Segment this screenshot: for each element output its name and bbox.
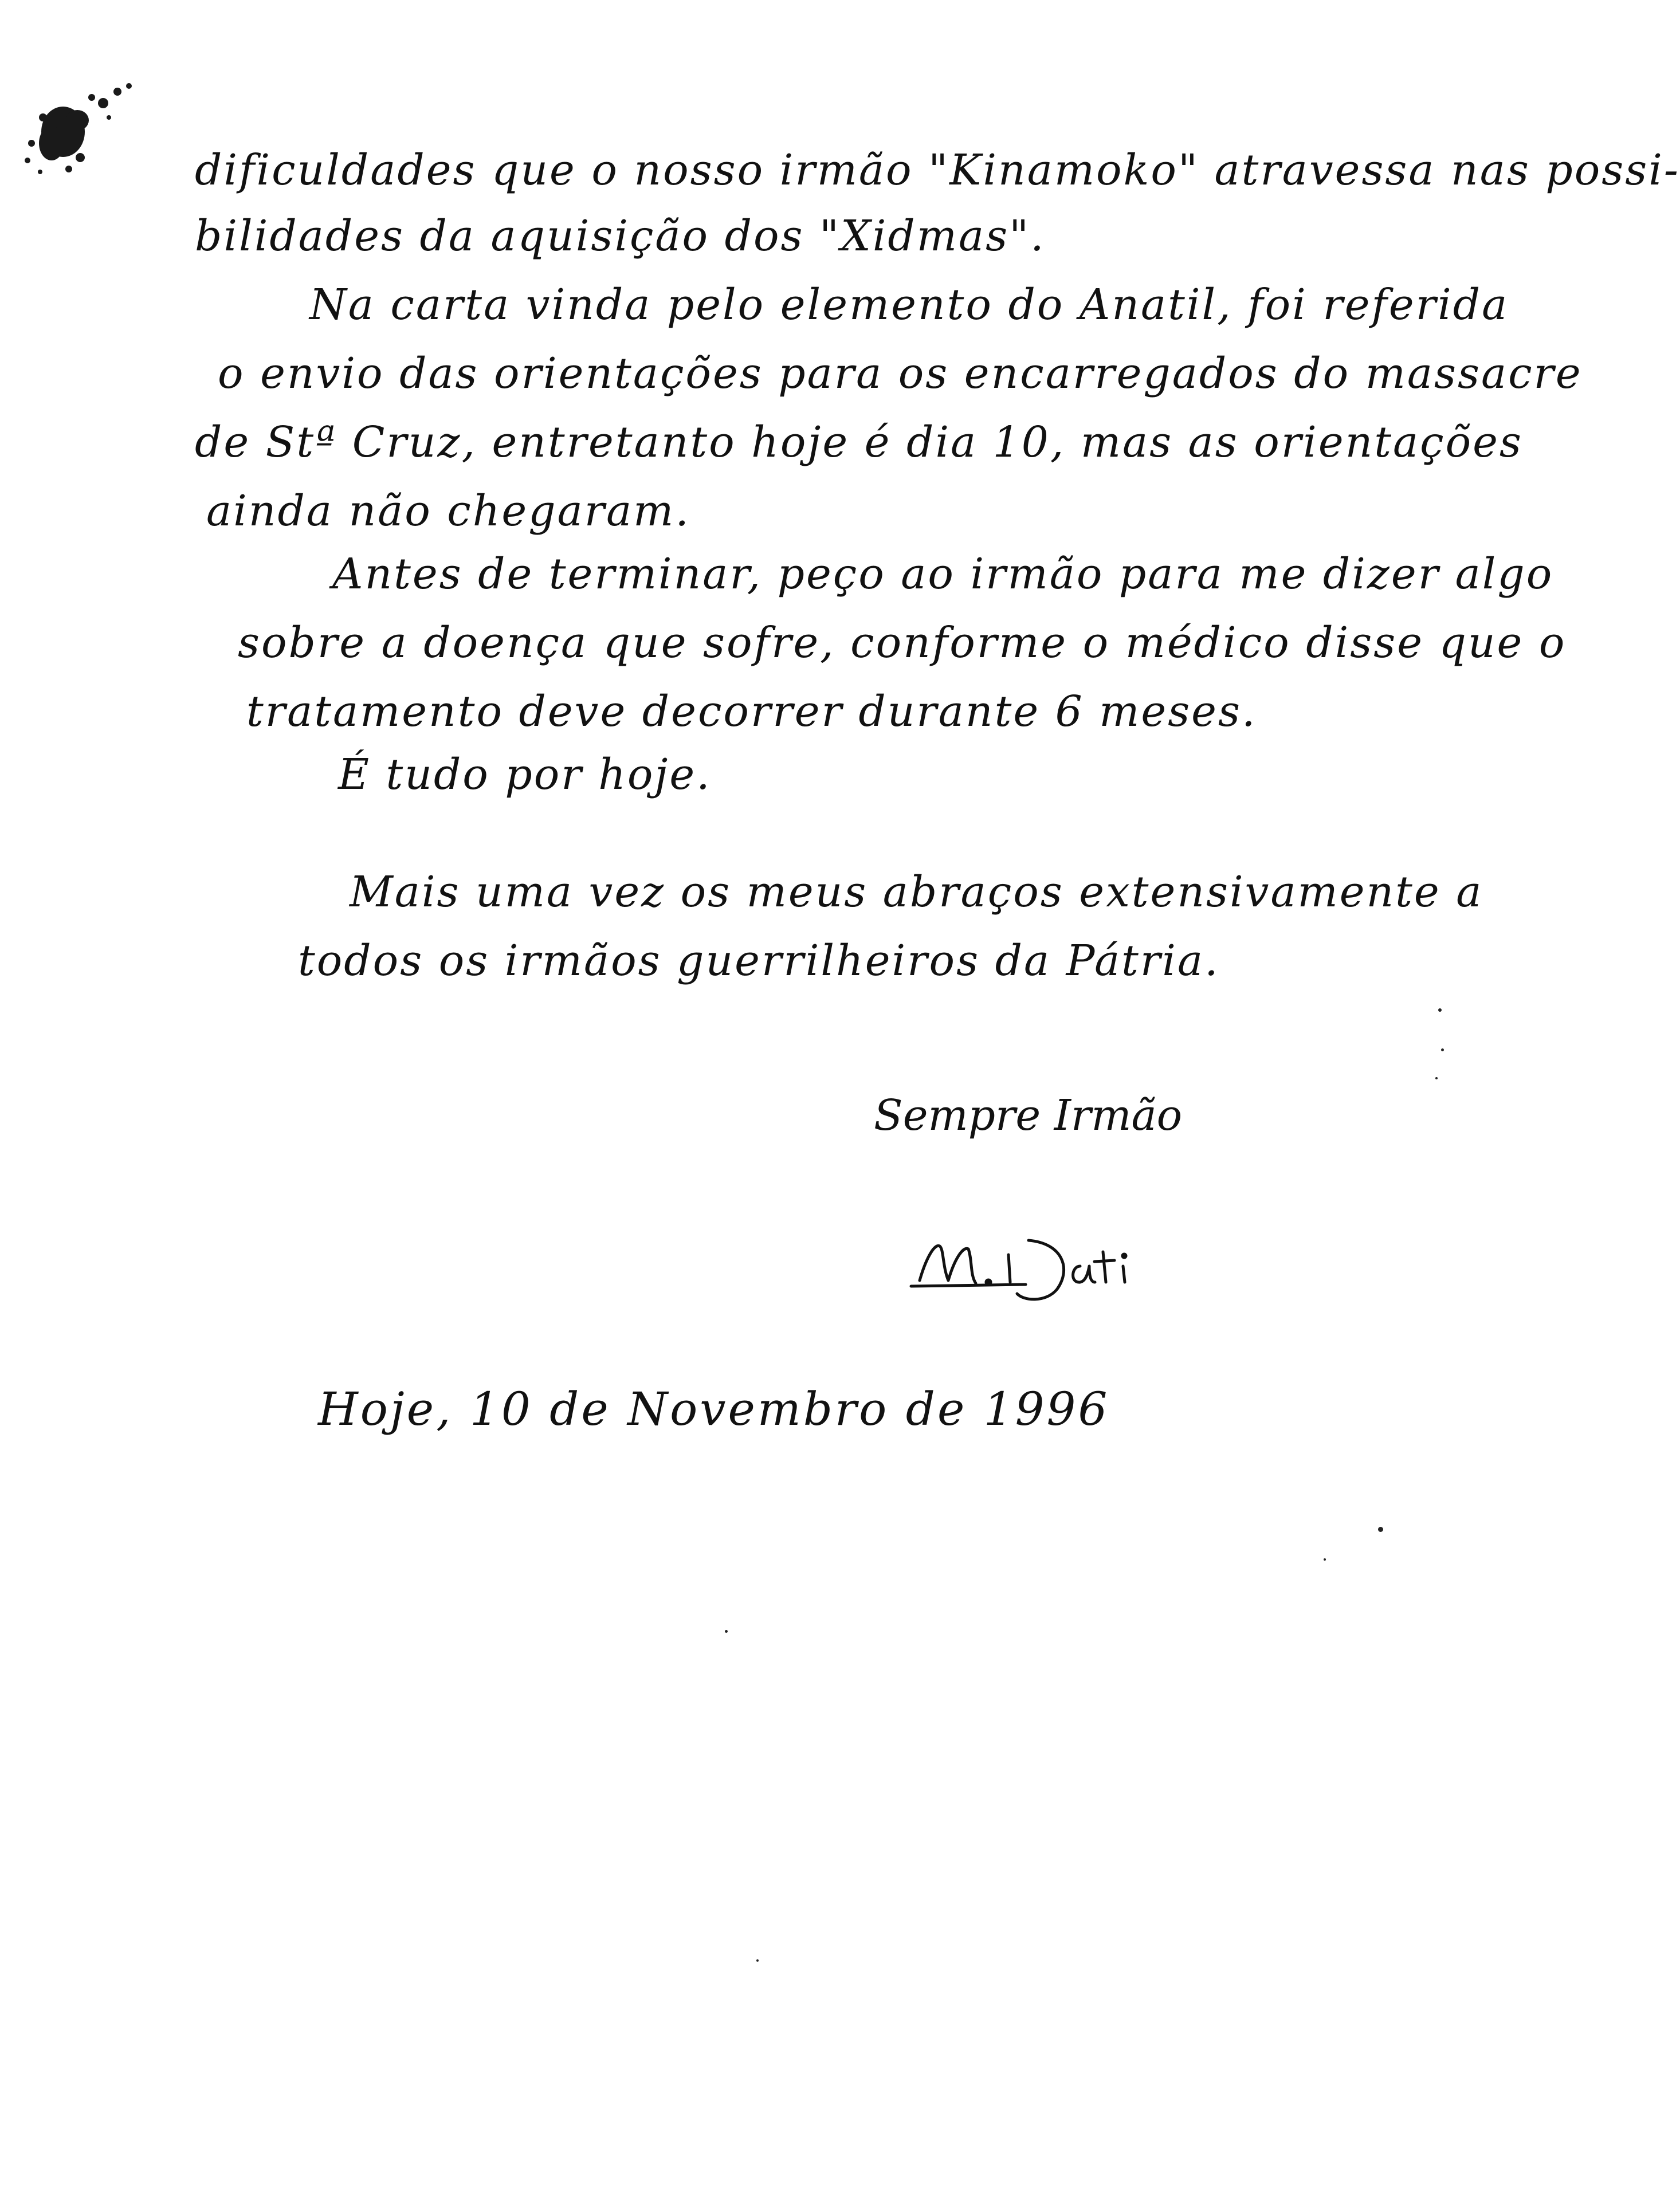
signature-scribble bbox=[908, 1226, 1172, 1312]
ink-speck bbox=[1324, 1558, 1326, 1561]
letter-line: Na carta vinda pelo elemento do Anatil, foi referida bbox=[309, 280, 1509, 329]
ink-speck bbox=[1438, 1008, 1442, 1012]
letter-line: ainda não chegaram. bbox=[206, 486, 690, 536]
letter-line: tratamento deve decorrer durante 6 meses. bbox=[246, 687, 1257, 736]
ink-speck bbox=[1378, 1527, 1383, 1532]
letter-line: o envio das orientações para os encarregados do massacre bbox=[218, 349, 1583, 398]
signature bbox=[908, 1226, 1172, 1312]
ink-speck bbox=[725, 1630, 728, 1633]
letter-line: bilidades da aquisição dos "Xidmas". bbox=[195, 211, 1046, 261]
letter-line: Antes de terminar, peço ao irmão para me dizer algo bbox=[332, 549, 1554, 599]
ink-speck bbox=[1441, 1048, 1444, 1051]
letter-line: de Stª Cruz, entretanto hoje é dia 10, mas as orientações bbox=[195, 418, 1523, 467]
ink-speck bbox=[756, 1959, 759, 1962]
ink-speck bbox=[1435, 1077, 1438, 1079]
letter-line: É tudo por hoje. bbox=[338, 750, 712, 799]
ink-blot bbox=[17, 63, 149, 195]
date-line: Hoje, 10 de Novembro de 1996 bbox=[318, 1382, 1110, 1436]
closing-text: Sempre Irmão bbox=[874, 1091, 1183, 1140]
letter-line: todos os irmãos guerrilheiros da Pátria. bbox=[298, 936, 1220, 985]
letter-line: Mais uma vez os meus abraços extensivamente a bbox=[350, 867, 1483, 917]
letter-line: dificuldades que o nosso irmão "Kinamoko" atravessa nas possi- bbox=[195, 146, 1680, 195]
letter-line: sobre a doença que sofre, conforme o médico disse que o bbox=[238, 618, 1567, 667]
